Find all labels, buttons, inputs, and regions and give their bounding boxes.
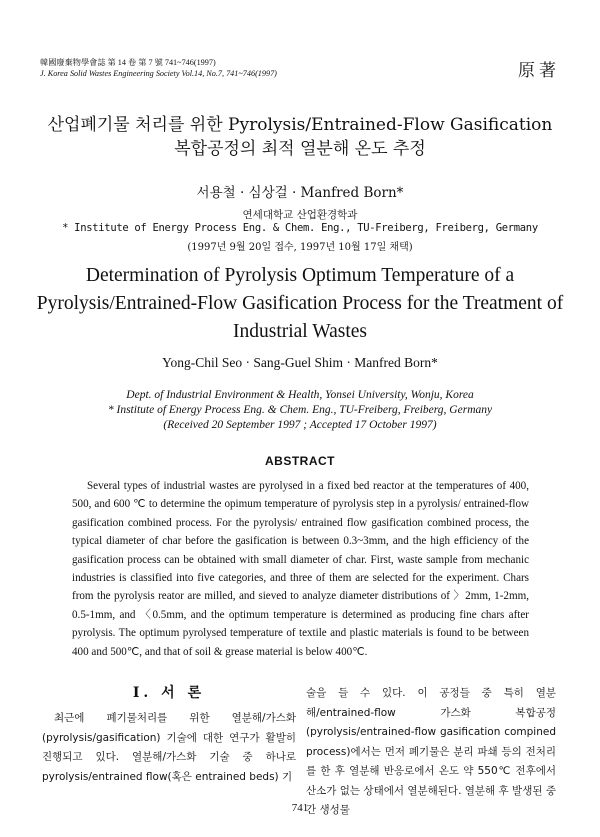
journal-header xyxy=(40,57,277,79)
korean-affiliation: 연세대학교 산업환경학과 xyxy=(242,209,358,221)
abstract-text: Several types of industrial wastes are pyrolysed in a fixed bed reactor at the temperatures of 400, 500, and 600 ℃ to determine the opimum temperature of pyrolysis step in a pyrolysis/ entrained-flow gasification combined process. For the pyrolysis/ entrained flow gasification combined process, the typical diameter of char before the gasification is between 0.3~3mm, and the high efficiency of the gasification process can be obtained with small diameter of char. First, waste sample from mechanic industries is classified into five categories, and three of them are selected for the experiment. Chars from the pyrolysis reator are milled, and sieved to analyze diameter distributions of 〉2mm, 1-2mm, 0.5-1mm, and 〈0.5mm, and the optimum temperature is determined as producing fine chars after pyrolysis. The optimum pyrolysed temperature of textile and plastic materials is found to be between 400 and 500℃, and that of soil & grease material is below 400℃. xyxy=(72,480,529,658)
english-title xyxy=(0,262,600,346)
korean-authors: 서용철 · 심상걸 · Manfred Born* xyxy=(196,185,404,201)
korean-dates: (1997년 9월 20일 접수, 1997년 10월 17일 채택) xyxy=(187,242,413,253)
korean-title-line2: 복합공정의 최적 열분해 온도 추정 xyxy=(174,139,426,159)
english-affiliation-1: Dept. of Industrial Environment & Health, Yonsei University, Wonju, Korea xyxy=(126,389,474,401)
english-title-line3: Industrial Wastes xyxy=(232,321,367,342)
section-title: Ⅰ. 서 론 xyxy=(132,685,206,701)
korean-institute: * Institute of Energy Process Eng. & Chem. Eng., TU-Freiberg, Freiberg, Germany xyxy=(62,222,538,234)
abstract-heading: ABSTRACT xyxy=(265,454,335,468)
right-column-text: 술을 들 수 있다. 이 공정들 중 특히 열분해/entrained-flow 가스화 복합공정(pyrolysis/entrained-flow gasification compined process)에서는 먼저 폐기물은 분리 파쇄 등의 전처리를 한 후 열분해 반응로에서 온도 약 550℃ 전후에서 산소가 없는 상태에서 열분해된다. 열분해 후 발생된 중간 생성물 xyxy=(306,687,556,816)
journal-citation-english: J. Korea Solid Wastes Engineering Society Vol.14, No.7, 741~746(1997) xyxy=(40,69,277,78)
journal-citation-korean: 韓國廢棄物學會誌 第 14 卷 第 7 號 741~746(1997) xyxy=(40,58,216,67)
korean-title-line1: 산업폐기물 처리를 위한 Pyrolysis/Entrained-Flow Gasification xyxy=(47,115,553,135)
page-number: 741 xyxy=(291,802,309,814)
english-affiliations xyxy=(0,388,600,433)
korean-title xyxy=(0,113,600,161)
english-title-line1: Determination of Pyrolysis Optimum Temperature of a xyxy=(85,265,515,286)
english-title-line2: Pyrolysis/Entrained-Flow Gasification Process for the Treatment of xyxy=(36,293,564,314)
article-type-tag: 原著 xyxy=(518,61,560,81)
english-dates: (Received 20 September 1997 ; Accepted 17 October 1997) xyxy=(163,419,437,431)
english-authors: Yong-Chil Seo · Sang-Guel Shim · Manfred Born* xyxy=(162,355,438,370)
left-column-text: 최근에 폐기물처리를 위한 열분해/가스화(pyrolysis/gasification) 기술에 대한 연구가 활발히 진행되고 있다. 열분해/가스화 기술 중 하나로 pyrolysis/entrained flow(혹은 entrained beds) 기 xyxy=(42,712,296,783)
english-affiliation-2: * Institute of Energy Process Eng. & Chem. Eng., TU-Freiberg, Freiberg, Germany xyxy=(107,404,493,416)
